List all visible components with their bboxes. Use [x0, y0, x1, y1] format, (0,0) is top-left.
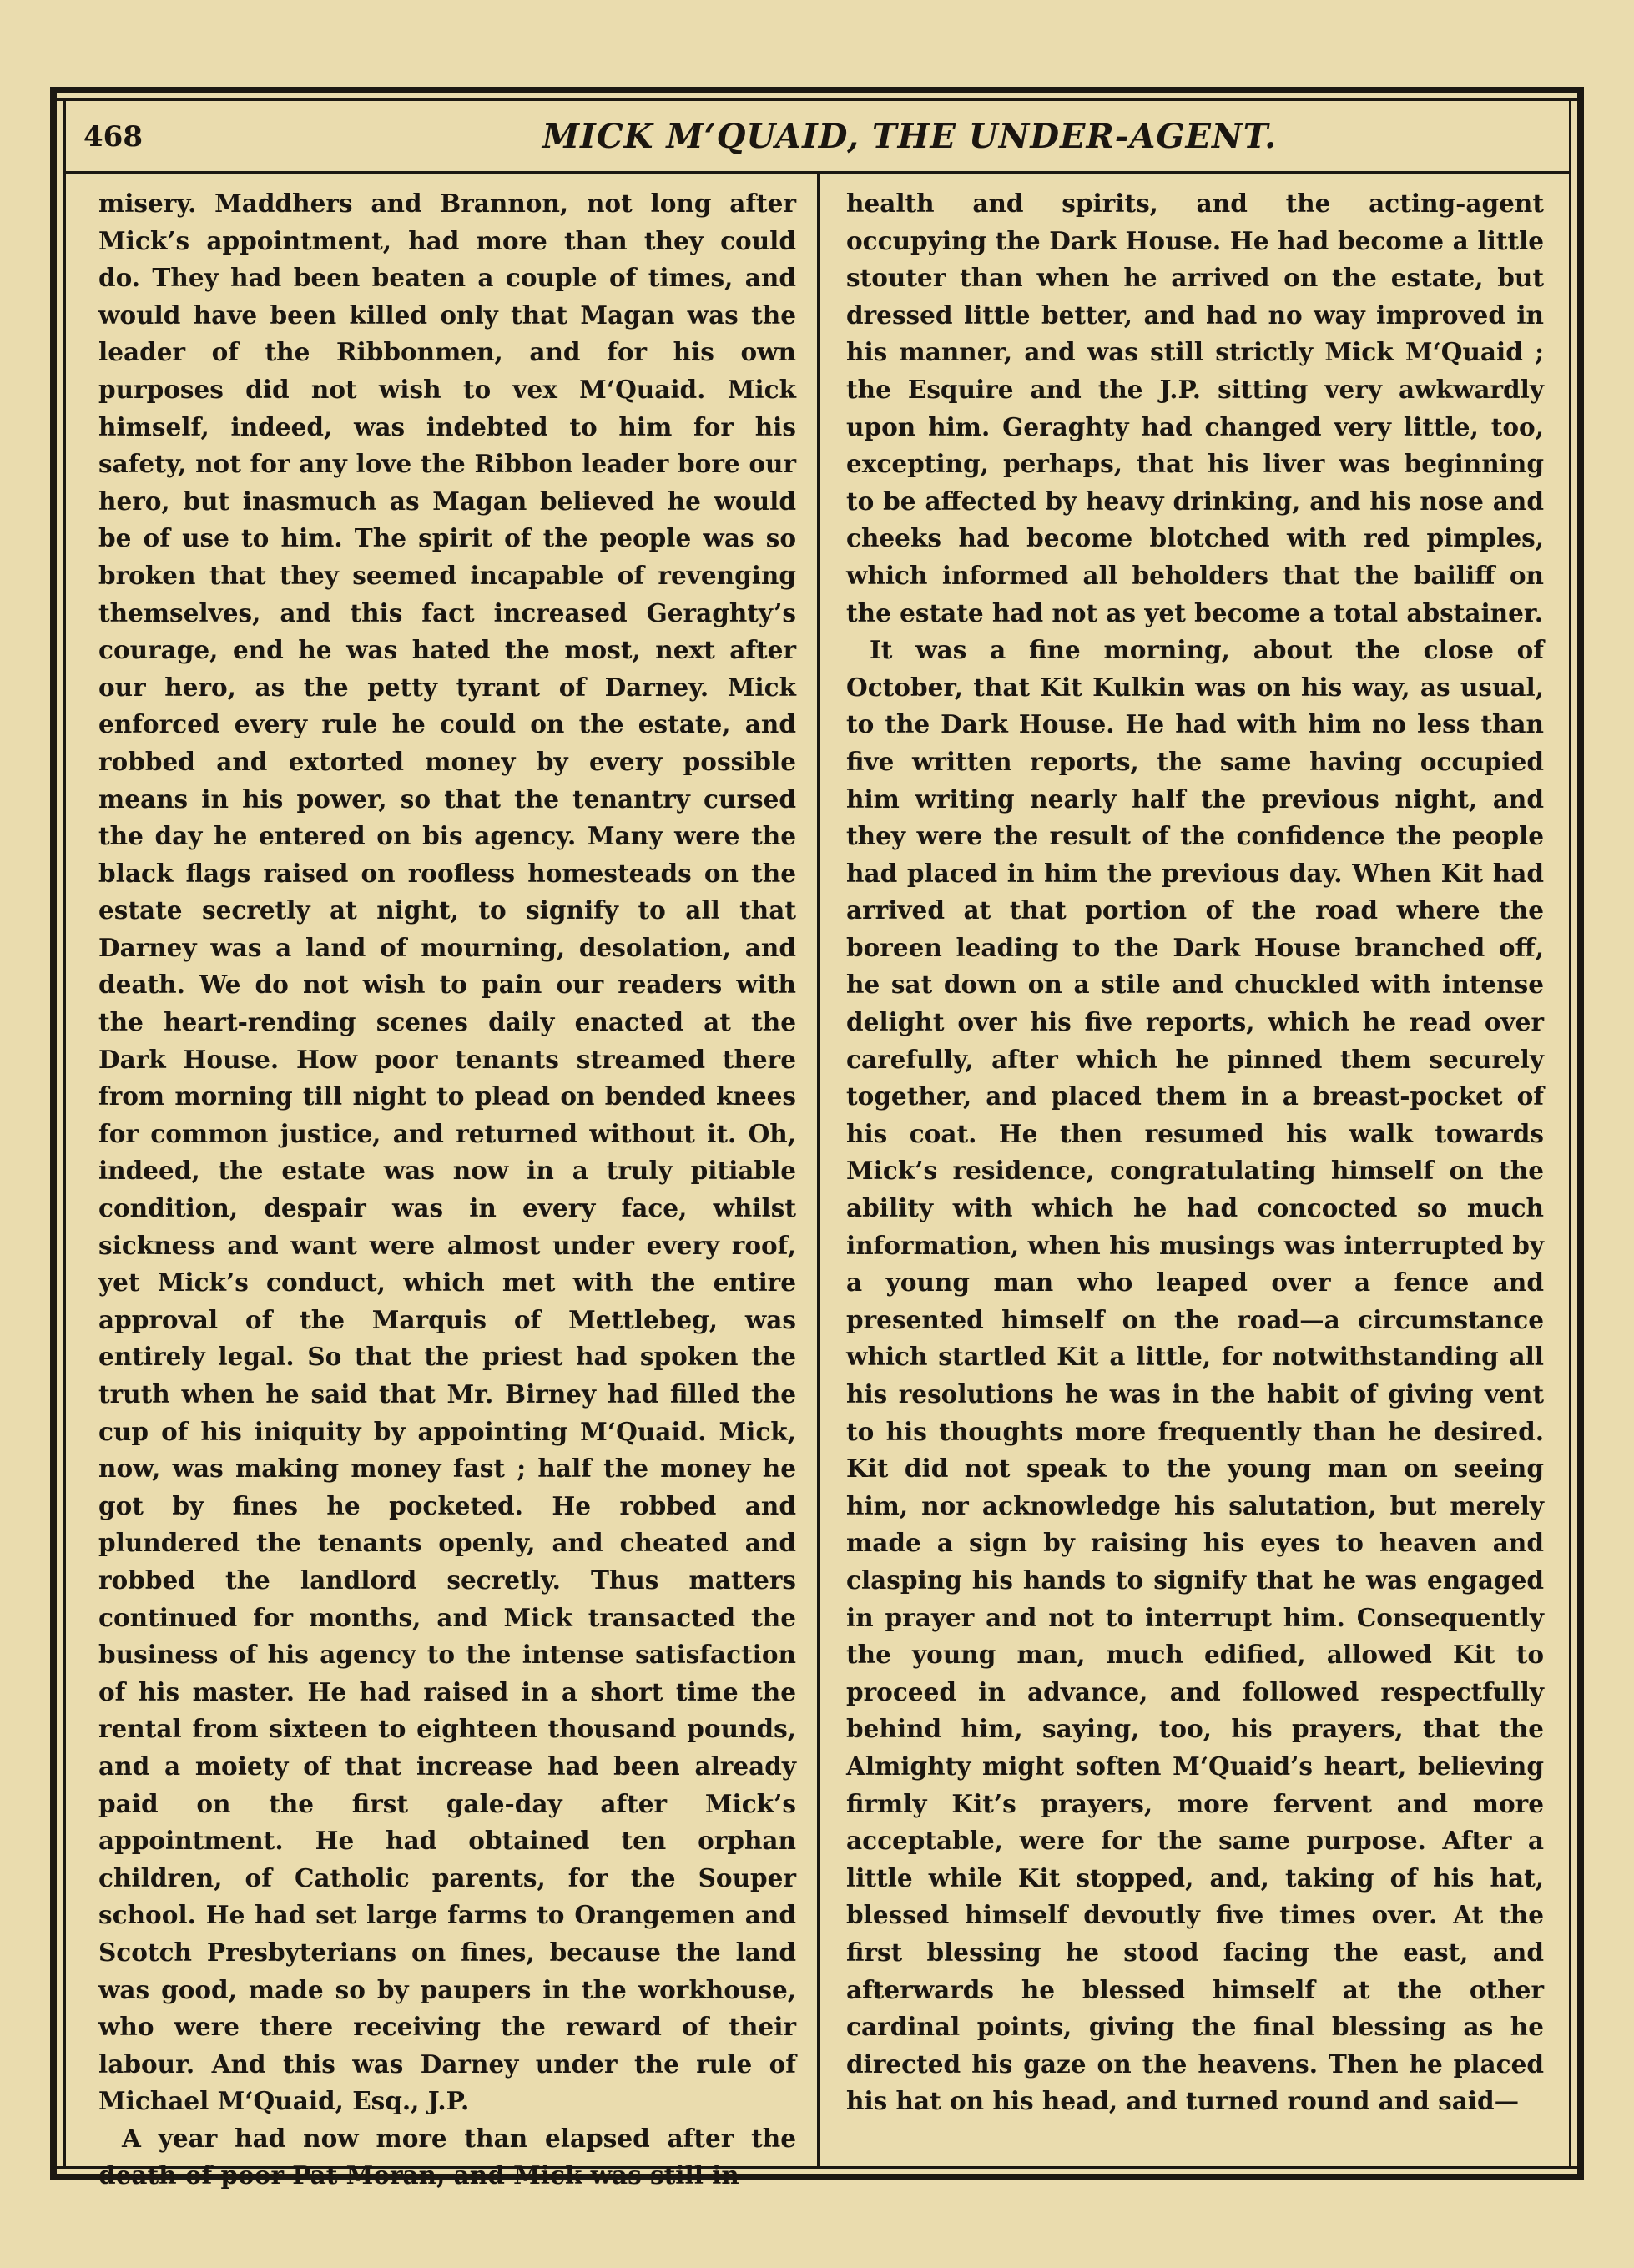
right-paragraph-1: health and spirits, and the acting-agent occupying the Dark House. He had become a little stouter than when he arrived on the estate, but dressed little better, and had no way improved in his manner, and was still strictly Mick M‘Quaid ; the Esquire and the J.P. sitting very awkwardly upon him. Geraghty had changed very little, too, excepting, perhaps, that his liver was beginning to be affected by heavy drinking, and his nose and cheeks had become blotched with red pimples, which informed all beholders that the bailiff on the estate had not as yet become a total abstainer. [846, 189, 1544, 627]
left-paragraph-2: A year had now more than elapsed after the death of poor Pat Moran, and Mick was still in [98, 2123, 796, 2190]
column-divider [817, 174, 820, 2166]
left-column [98, 185, 796, 2190]
top-border-thin [50, 98, 1584, 101]
left-border-thick [50, 87, 57, 2180]
top-border-thick [50, 87, 1584, 93]
page-number: 468 [83, 120, 143, 154]
page-header [83, 117, 1577, 167]
running-title: MICK M‘QUAID, THE UNDER-AGENT. [542, 117, 1278, 156]
left-border-thin [63, 98, 66, 2169]
right-column [846, 185, 1544, 2156]
right-border-thick [1577, 87, 1584, 2180]
left-paragraph-1: misery. Maddhers and Brannon, not long after Mick’s appointment, had more than they could do. They had been beaten a couple of times, and would have been killed only that Magan was the leader of the Ribbonmen, and for his own purposes did not wish to vex M‘Quaid. Mick himself, indeed, was indebted to him for his safety, not for any love the Ribbon leader bore our hero, but inasmuch as Magan believed he would be of use to him. The spirit of the people was so broken that they seemed incapable of revenging themselves, and this fact increased Geraghty’s courage, end he was hated the most, next after our hero, as the petty tyrant of Darney. Mick enforced every rule he could on the estate, and robbed and extorted money by every possible means in his power, so that the tenantry cursed the day he entered on bis agency. Many were the black flags raised on roofless homesteads on the estate secretly at night, to signify to all that Darney was a land of mourning, desolation, and death. We do not wish to pain our readers with the heart-rending scenes daily enacted at the Dark House. How poor tenants streamed there from morning till night to plead on bended knees for common justice, and returned without it. Oh, indeed, the estate was now in a truly pitiable condition, despair was in every face, whilst sickness and want were almost under every roof, yet Mick’s conduct, which met with the entire approval of the Marquis of Mettlebeg, was entirely legal. So that the priest had spoken the truth when he said that Mr. Birney had filled the cup of his iniquity by appointing M‘Quaid. Mick, now, was making money fast ; half the money he got by fines he pocketed. He robbed and plundered the tenants openly, and cheated and robbed the landlord secretly. Thus matters continued for months, and Mick transacted the business of his agency to the intense satisfaction of his master. He had raised in a short time the rental from sixteen to eighteen thousand pounds, and a moiety of that increase had been already paid on the first gale-day after Mick’s appointment. He had obtained ten orphan children, of Catholic parents, for the Souper school. He had set large farms to Orangemen and Scotch Presbyterians on fines, because the land was good, made so by paupers in the workhouse, who were there receiving the reward of their labour. And this was Darney under the rule of Michael M‘Quaid, Esq., J.P. [98, 189, 796, 2116]
right-border-thin [1569, 98, 1571, 2169]
right-paragraph-2: It was a fine morning, about the close of October, that Kit Kulkin was on his way, as usual, to the Dark House. He had with him no less than five written reports, the same having occupied him writing nearly half the previous night, and they were the result of the confidence the people had placed in him the previous day. When Kit had arrived at that portion of the road where the boreen leading to the Dark House branched off, he sat down on a stile and chuckled with intense delight over his five reports, which he read over carefully, after which he pinned them securely together, and placed them in a breast-pocket of his coat. He then resumed his walk towards Mick’s residence, congratulating himself on the ability with which he had concocted so much information, when his musings was interrupted by a young man who leaped over a fence and presented himself on the road—a circumstance which startled Kit a little, for notwithstanding all his resolutions he was in the habit of giving vent to his thoughts more frequently than he desired. Kit did not speak to the young man on seeing him, nor acknowledge his salutation, but merely made a sign by raising his eyes to heaven and clasping his hands to signify that he was engaged in prayer and not to interrupt him. Consequently the young man, much edified, allowed Kit to proceed in advance, and followed respectfully behind him, saying, too, his prayers, that the Almighty might soften M‘Quaid’s heart, believing firmly Kit’s prayers, more fervent and more acceptable, were for the same purpose. After a little while Kit stopped, and, taking of his hat, blessed himself devoutly five times over. At the first blessing he stood facing the east, and afterwards he blessed himself at the other cardinal points, giving the final blessing as he directed his gaze on the heavens. Then he placed his hat on his head, and turned round and said— [846, 635, 1544, 2116]
